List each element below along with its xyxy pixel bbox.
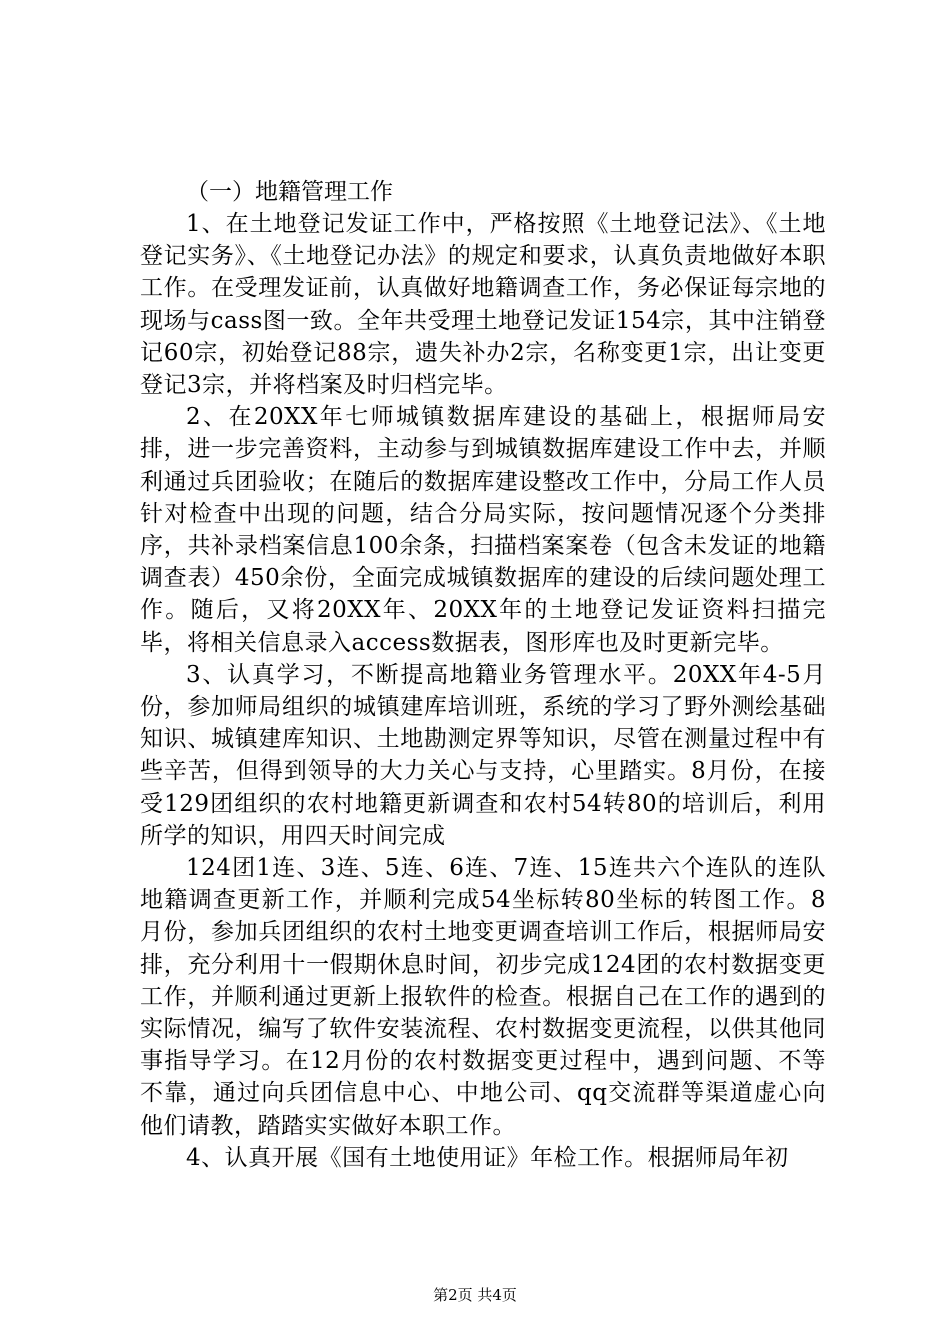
paragraph-2: 2、在20XX年七师城镇数据库建设的基础上，根据师局安排，进一步完善资料，主动参与到城镇数据库建设工作中去，并顺利通过兵团验收；在随后的数据库建设整改工作中，分局工作人员针对检查中出现的问题，结合分局实际，按问题情况逐个分类排序，共补录档案信息100余条，扫描档案案卷（包含未发证的地籍调查表）450余份，全面完成城镇数据库的建设的后续问题处理工作。随后，又将20XX年、20XX年的土地登记发证资料扫描完毕，将相关信息录入access数据表，图形库也及时更新完毕。 — [140, 404, 826, 656]
paragraph-1: 1、在土地登记发证工作中，严格按照《土地登记法》、《土地登记实务》、《土地登记办法》的规定和要求，认真负责地做好本职工作。在受理发证前，认真做好地籍调查工作，务必保证每宗地的现场与cass图一致。全年共受理土地登记发证154宗，其中注销登记60宗，初始登记88宗，遗失补办2宗，名称变更1宗，出让变更登记3宗，并将档案及时归档完毕。 — [140, 211, 826, 399]
document-body — [140, 176, 826, 1174]
section-heading: （一）地籍管理工作 — [186, 179, 393, 205]
paragraph-5: 4、认真开展《国有土地使用证》年检工作。根据师局年初 — [186, 1144, 789, 1171]
paragraph-3: 3、认真学习，不断提高地籍业务管理水平。20XX年4-5月份，参加师局组织的城镇建库培训班，系统的学习了野外测绘基础知识、城镇建库知识、土地勘测定界等知识，尽管在测量过程中有些辛苦，但得到领导的大力关心与支持，心里踏实。8月份，在接受129团组织的农村地籍更新调查和农村54转80的培训后，利用所学的知识，用四天时间完成 — [140, 661, 826, 849]
paragraph-4: 124团1连、3连、5连、6连、7连、15连共六个连队的连队地籍调查更新工作，并顺利完成54坐标转80坐标的转图工作。8月份，参加兵团组织的农村土地变更调查培训工作后，根据师局安排，充分利用十一假期休息时间，初步完成124团的农村数据变更工作，并顺利通过更新上报软件的检查。根据自己在工作的遇到的实际情况，编写了软件安装流程、农村数据变更流程，以供其他同事指导学习。在12月份的农村数据变更过程中，遇到问题、不等不靠，通过向兵团信息中心、中地公司、qq交流群等渠道虚心向他们请教，踏踏实实做好本职工作。 — [140, 855, 826, 1139]
page-footer: 第2页 共4页 — [433, 1286, 517, 1304]
